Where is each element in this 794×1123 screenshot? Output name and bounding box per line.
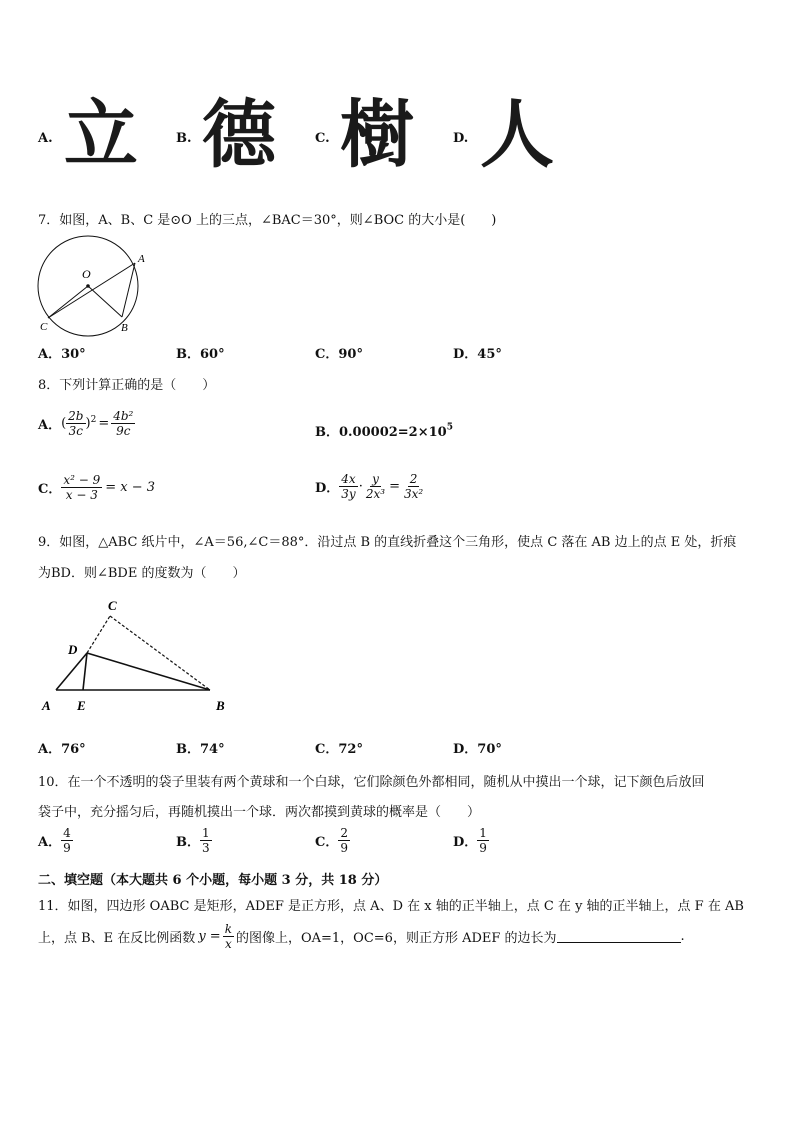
section-2-heading: 二、填空题（本大题共 6 个小题，每小题 3 分，共 18 分） [38, 873, 388, 888]
q6-option-d-label: D. [453, 131, 469, 146]
q8-d-f1-num: 4x [341, 472, 356, 486]
q8-option-c [38, 473, 155, 502]
q9-label-c: C [108, 598, 117, 613]
q11-fn-den: x [224, 937, 232, 951]
q9-segment-ad [56, 653, 87, 690]
q6-option-a-glyph: 立 [64, 92, 138, 178]
q10-c-num: 2 [340, 826, 348, 840]
q6-option-c-glyph: 樹 [340, 92, 414, 178]
q7-option-c: C．90° [315, 347, 363, 362]
q9-label-b: B [216, 698, 225, 713]
q10-option-d [453, 826, 489, 855]
q8-a-lhs-fraction [66, 409, 85, 438]
q10-a-den: 9 [63, 841, 71, 855]
q7-segment-ca [48, 263, 135, 318]
q8-option-b [315, 421, 453, 440]
q8-a-exponent: 2 [90, 415, 97, 425]
q8-d-f1-den: 3y [341, 487, 356, 501]
q10-option-b [176, 826, 212, 855]
q7-label-a: A [138, 253, 145, 265]
q8-option-d-label: D． [315, 481, 340, 496]
q10-c-fraction [338, 826, 350, 855]
q8-c-den: x − 3 [65, 488, 98, 502]
q11-fn-num: k [224, 922, 232, 936]
q9-label-a: A [42, 698, 51, 713]
q6-option-c-label: C. [315, 131, 330, 146]
q10-stem-line-2: 袋子中，充分摇匀后，再随机摸出一个球．两次都摸到黄球的概率是（ ） [38, 805, 481, 820]
q9-triangle-figure [36, 594, 236, 718]
q8-d-fraction-3 [402, 472, 425, 501]
q7-segment-ba [122, 263, 135, 317]
q7-label-o: O [82, 267, 91, 281]
q7-option-d: D．45° [453, 347, 502, 362]
q11-line-2-post: 的图像上，OA=1，OC=6，则正方形 ADEF 的边长为 [235, 931, 557, 946]
q11-line-1: 11．如图，四边形 OABC 是矩形，ADEF 是正方形，点 A、D 在 x 轴的正半轴上，点 C 在 y 轴的正半轴上，点 F 在 AB [38, 899, 744, 914]
q10-option-c-label: C． [315, 835, 339, 850]
q9-segment-cb-dashed [110, 616, 210, 690]
q9-stem-line-2: 为BD．则∠BDE 的度数为（ ） [38, 566, 246, 581]
q9-option-b: B．74° [176, 742, 225, 757]
q8-stem: 8．下列计算正确的是（ ） [38, 378, 216, 393]
q8-option-d: D． $\frac{4x}{3y}$ · $\frac{y}{\text{2x³}}$ = $\frac{2}{\text{3x²}}$ [315, 472, 424, 501]
q7-option-b: B．60° [176, 347, 225, 362]
q10-option-b-label: B． [176, 835, 200, 850]
q11-line-2-pre: 上，点 B、E 在反比例函数 [38, 931, 196, 946]
q10-option-a [38, 826, 73, 855]
q8-a-rhs-den: 9c [116, 424, 131, 438]
q9-label-d: D [68, 642, 78, 657]
q10-option-d-label: D． [453, 835, 478, 850]
q11-line-2 [38, 922, 685, 951]
q6-option-b-glyph: 德 [202, 92, 276, 178]
q8-c-rest: = x − 3 [105, 480, 156, 495]
q8-a-rhs-num: 4b² [113, 409, 134, 423]
q9-option-a: A．76° [38, 742, 86, 757]
q8-d-f2-den: 2x³ [365, 487, 386, 501]
q10-d-fraction [477, 826, 489, 855]
q7-center-dot [86, 284, 90, 288]
q8-option-c-label: C． [38, 482, 62, 497]
q11-fn-y: y = [198, 929, 221, 944]
q8-c-fraction [61, 473, 102, 502]
q8-b-exponent: 5 [446, 422, 453, 433]
q11-line-2-end: . [680, 929, 685, 944]
q8-option-a-label: A． [38, 418, 62, 433]
q8-a-rhs-fraction [111, 409, 135, 438]
q7-stem: 7．如图，A、B、C 是⊙O 上的三点，∠BAC＝30°，则∠BOC 的大小是( ) [38, 213, 497, 228]
q6-option-d-glyph: 人 [480, 92, 554, 178]
q8-d-equals: = [389, 479, 400, 494]
q10-a-fraction [61, 826, 73, 855]
q8-d-f2-num: y [372, 472, 379, 486]
q10-b-den: 3 [202, 841, 210, 855]
q8-a-lhs-num: 2b [68, 409, 84, 423]
q7-label-b: B [121, 322, 128, 334]
q10-option-c [315, 826, 350, 855]
q8-d-fraction-2 [364, 472, 387, 501]
q11-answer-blank[interactable] [557, 930, 681, 943]
q8-a-equals: = [98, 416, 110, 431]
q8-a-lhs-den: 3c [68, 424, 84, 438]
q9-stem-line-1: 9．如图，△ABC 纸片中，∠A＝56,∠C＝88°．沿过点 B 的直线折叠这个三角形，使点 C 落在 AB 边上的点 E 处，折痕 [38, 535, 737, 550]
q8-option-b-label: B．0.00002=2×10 [315, 425, 447, 440]
q9-option-c: C．72° [315, 742, 363, 757]
q8-d-f3-den: 3x² [403, 487, 424, 501]
q10-d-num: 1 [479, 826, 487, 840]
q7-segment-oc [48, 286, 88, 318]
q7-option-a: A．30° [38, 347, 86, 362]
q6-option-a-label: A. [38, 131, 53, 146]
q7-label-c: C [40, 321, 48, 333]
q9-segment-de [83, 653, 87, 690]
q9-label-e: E [77, 698, 86, 713]
q8-d-fraction-1 [339, 472, 357, 501]
q10-stem-line-1: 10．在一个不透明的袋子里装有两个黄球和一个白球，它们除颜色外都相同，随机从中摸出一个球，记下颜色后放回 [38, 775, 705, 790]
q9-option-d: D．70° [453, 742, 502, 757]
q7-segment-ob [88, 286, 122, 317]
q8-option-a: A． ( $\frac{2b}{3c}$ ) $^2$ = $\frac{\text{4b²}}{9c}$ [38, 409, 134, 438]
q10-b-fraction [200, 826, 212, 855]
q8-d-f3-num: 2 [409, 472, 418, 486]
q10-d-den: 9 [479, 841, 487, 855]
q11-fn-fraction [223, 922, 234, 951]
q9-segment-dc-dashed [87, 616, 110, 653]
q10-b-num: 1 [202, 826, 210, 840]
q10-c-den: 9 [340, 841, 348, 855]
q7-circle-figure [36, 234, 150, 338]
q10-option-a-label: A． [38, 835, 62, 850]
q8-c-num: x² − 9 [63, 473, 101, 487]
q9-segment-db [87, 653, 210, 690]
q6-option-b-label: B. [176, 131, 192, 146]
q10-a-num: 4 [63, 826, 71, 840]
